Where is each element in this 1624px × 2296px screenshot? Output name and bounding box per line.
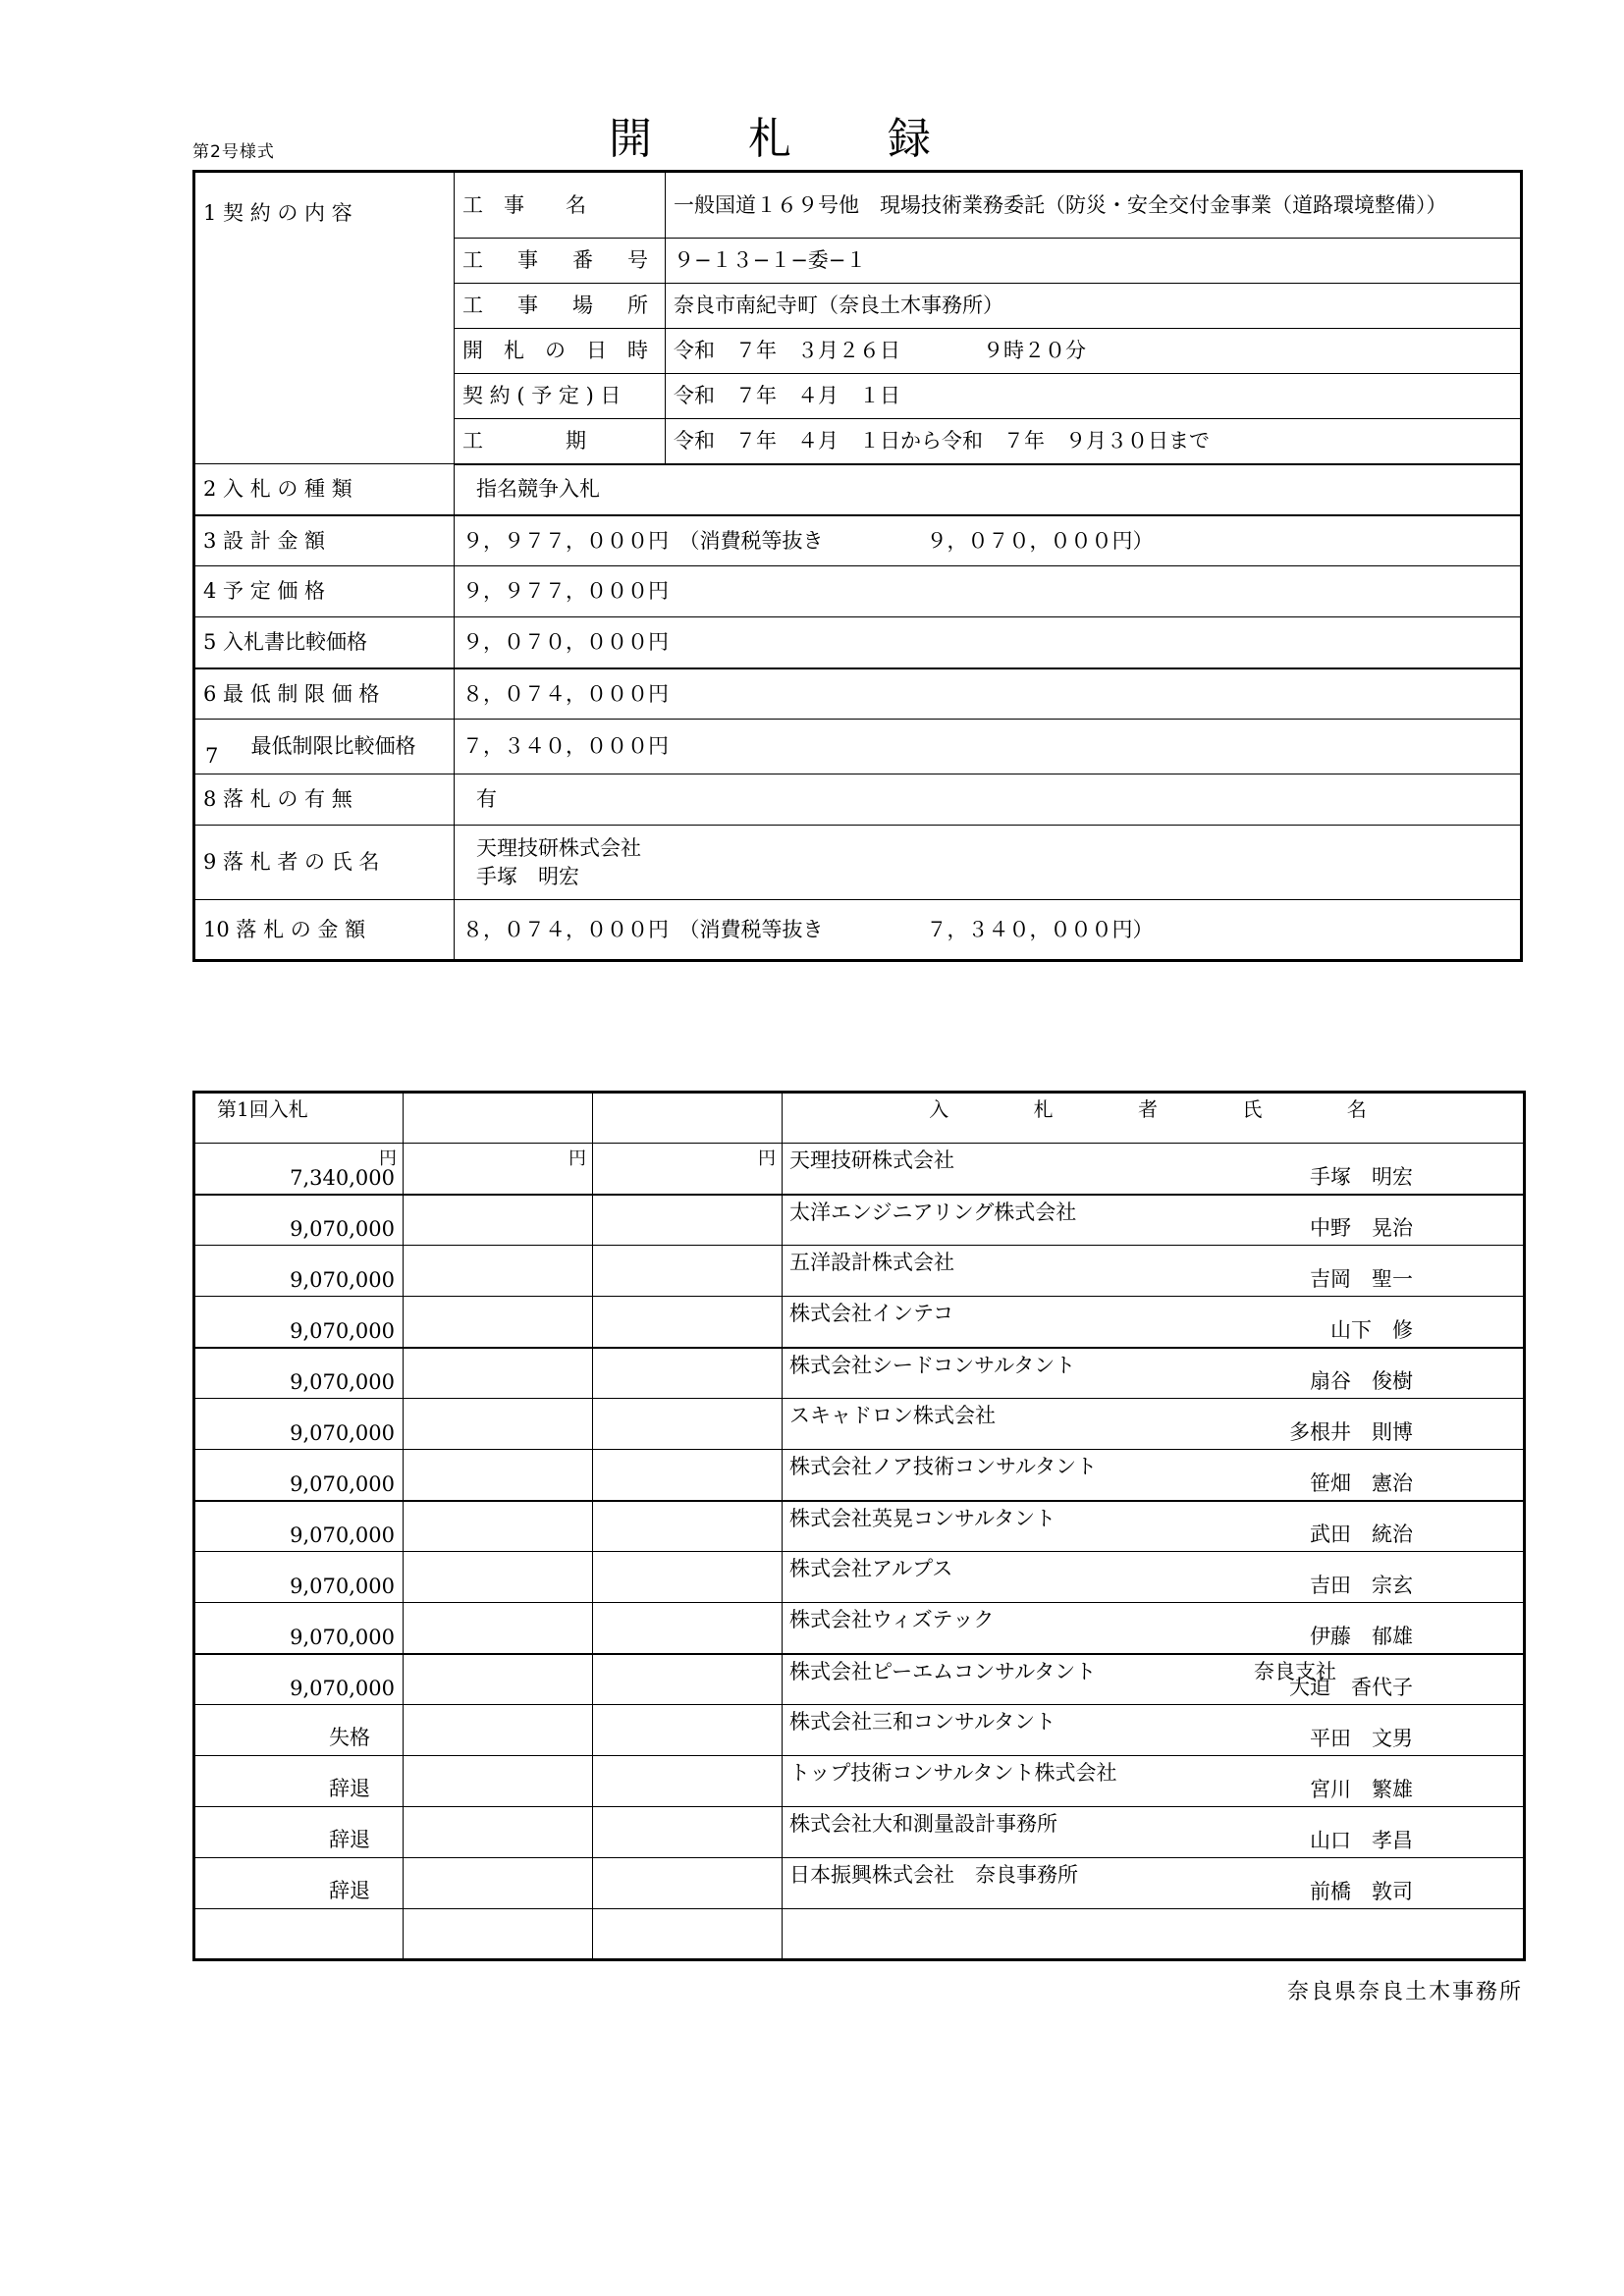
bidder-name-cell	[783, 1195, 1525, 1246]
table-row	[194, 515, 1522, 566]
bidder-person: 伊藤 郁雄	[1310, 1624, 1413, 1648]
row-label-comparison-price: 5 入札書比較価格	[194, 617, 455, 668]
row-label-work-location: 工 事 場 所	[455, 284, 666, 329]
bidder-person: 扇谷 俊樹	[1310, 1369, 1413, 1393]
bidder-name-cell	[783, 1501, 1525, 1552]
row-label-planned-price: 4 予 定 価 格	[194, 566, 455, 617]
bid-amount-value: 9,070,000	[290, 1625, 395, 1649]
bid-status: 辞退	[329, 1879, 370, 1902]
row-label-minimum-comparison-price-number: 7	[205, 744, 219, 768]
bidders-table	[192, 1091, 1526, 1961]
bidder-person: 大迫 香代子	[1289, 1676, 1413, 1699]
bid-amount-round3	[593, 1654, 783, 1705]
footer-office-name: 奈良県奈良土木事務所	[1286, 1980, 1523, 2004]
row-value-minimum-comparison-price: ７，３４０，０００円	[455, 720, 1522, 774]
table-row	[194, 1144, 1525, 1195]
table-row	[194, 1858, 1525, 1909]
bid-amount-round2	[404, 1909, 593, 1960]
bidder-branch: 奈良支社	[1254, 1659, 1336, 1683]
bidder-name-cell	[783, 1654, 1525, 1705]
row-value-minimum-price: ８，０７４，０００円	[455, 668, 1522, 720]
bidders-table-header-row	[194, 1093, 1525, 1144]
table-row	[194, 566, 1522, 617]
bid-amount-round3	[593, 1807, 783, 1858]
bid-status: 失格	[329, 1726, 370, 1749]
bid-amount-round1	[194, 1501, 404, 1552]
table-row	[194, 1552, 1525, 1603]
row-value-planned-price: ９，９７７，０００円	[455, 566, 1522, 617]
bid-amount-round3	[593, 1501, 783, 1552]
bidder-company: 五洋設計株式会社	[789, 1251, 954, 1274]
row-label-minimum-price: 6 最 低 制 限 価 格	[194, 668, 455, 720]
bid-amount-round3	[593, 1195, 783, 1246]
row-label-work-period: 工 期	[455, 419, 666, 464]
table-row	[194, 617, 1522, 668]
bidder-company: 太洋エンジニアリング株式会社	[789, 1200, 1077, 1224]
row-label-minimum-comparison-price-text: 最低制限比較価格	[250, 734, 416, 759]
bidder-person: 中野 晃治	[1310, 1216, 1413, 1240]
bid-amount-round1	[194, 1705, 404, 1756]
bid-amount-round1	[194, 1552, 404, 1603]
bid-amount-round1	[194, 1348, 404, 1399]
bidder-person: 山下 修	[1330, 1317, 1413, 1342]
bid-amount-round3	[593, 1705, 783, 1756]
bidder-person: 吉田 宗玄	[1310, 1574, 1413, 1597]
bid-amount-round2	[404, 1807, 593, 1858]
winner-person: 手塚 明宏	[476, 864, 579, 888]
table-row	[194, 464, 1522, 515]
bidder-company: 株式会社アルプス	[789, 1557, 953, 1580]
bidder-name-cell	[783, 1399, 1525, 1450]
bidder-name-cell	[783, 1909, 1525, 1960]
bidder-person: 手塚 明宏	[1310, 1164, 1413, 1189]
bidder-company: 天理技研株式会社	[789, 1148, 954, 1172]
bidder-person: 武田 統治	[1310, 1522, 1413, 1546]
bidder-person: 吉岡 聖一	[1310, 1267, 1413, 1291]
bidder-name-cell	[783, 1552, 1525, 1603]
bid-amount-round3	[593, 1399, 783, 1450]
bidder-name-cell	[783, 1297, 1525, 1348]
bidder-name-cell	[783, 1144, 1525, 1195]
bidder-company: トップ技術コンサルタント株式会社	[789, 1761, 1117, 1785]
bid-amount-value: 9,070,000	[290, 1318, 395, 1343]
bid-amount-round3	[593, 1246, 783, 1297]
bidder-company: 株式会社大和測量設計事務所	[789, 1812, 1057, 1836]
bid-amount-round2	[404, 1450, 593, 1501]
row-label-open-datetime: 開 札 の 日 時	[455, 329, 666, 374]
bidder-name-cell	[783, 1246, 1525, 1297]
bid-amount-value: 9,070,000	[290, 1471, 395, 1496]
bid-status: 辞退	[329, 1777, 370, 1800]
row-value-contract-date: 令和 ７年 ４月 １日	[666, 374, 1522, 419]
table-row	[194, 1909, 1525, 1960]
bid-amount-round3	[593, 1144, 783, 1195]
row-value-work-number: ９−１３−１−委−１	[666, 239, 1522, 284]
bid-amount-round1	[194, 1603, 404, 1654]
bid-amount-round2	[404, 1348, 593, 1399]
bidder-name-cell	[783, 1807, 1525, 1858]
bidder-person: 平田 文男	[1310, 1727, 1413, 1750]
bid-amount-value: 9,070,000	[290, 1217, 395, 1241]
row-value-winner-name	[455, 826, 1522, 900]
bid-amount-round2	[404, 1195, 593, 1246]
row-label-work-name: 工 事 名	[455, 172, 666, 239]
row-value-bid-type: 指名競争入札	[455, 464, 1522, 515]
row-value-open-datetime: 令和 ７年 ３月２６日 ９時２０分	[666, 329, 1522, 374]
table-row	[194, 1807, 1525, 1858]
table-row	[194, 1297, 1525, 1348]
bidder-company: 株式会社シードコンサルタント	[789, 1353, 1076, 1377]
bid-amount-round2	[404, 1552, 593, 1603]
bid-amount-round2	[404, 1501, 593, 1552]
winner-company: 天理技研株式会社	[476, 836, 641, 861]
row-label-minimum-comparison-price	[194, 720, 455, 774]
bid-amount-round1	[194, 1450, 404, 1501]
bidder-person: 多根井 則博	[1289, 1420, 1413, 1444]
header-round-3	[593, 1093, 783, 1144]
table-row	[194, 1654, 1525, 1705]
row-value-design-amount: ９，９７７，０００円 （消費税等抜き ９，０７０，０００円）	[455, 515, 1522, 566]
bid-amount-value: 9,070,000	[290, 1421, 395, 1445]
bidder-company: スキャドロン株式会社	[789, 1404, 996, 1427]
bid-amount-round1	[194, 1756, 404, 1807]
header-bidder-name: 入 札 者 氏 名	[783, 1093, 1525, 1144]
bid-amount-value: 9,070,000	[290, 1370, 395, 1394]
row-value-award-exists: 有	[455, 774, 1522, 826]
table-row	[194, 1399, 1525, 1450]
row-value-work-name: 一般国道１６９号他 現場技術業務委託（防災・安全交付金事業（道路環境整備））	[666, 172, 1522, 239]
row-value-work-period: 令和 ７年 ４月 １日から令和 ７年 ９月３０日まで	[666, 419, 1522, 464]
bid-amount-round1	[194, 1807, 404, 1858]
bidder-company: 株式会社三和コンサルタント	[789, 1710, 1056, 1734]
bidder-name-cell	[783, 1348, 1525, 1399]
table-row	[194, 1705, 1525, 1756]
bid-amount-round2	[404, 1246, 593, 1297]
row-value-award-amount: ８，０７４，０００円 （消費税等抜き ７，３４０，０００円）	[455, 900, 1522, 961]
row-label-design-amount: 3 設 計 金 額	[194, 515, 455, 566]
bid-amount-round2	[404, 1297, 593, 1348]
bid-amount-round3	[593, 1552, 783, 1603]
table-row	[194, 774, 1522, 826]
form-number: 第2号様式	[192, 142, 275, 162]
bidder-company: 株式会社インテコ	[789, 1302, 954, 1325]
table-row	[194, 826, 1522, 900]
bid-amount-round1	[194, 1195, 404, 1246]
table-row	[194, 1603, 1525, 1654]
bid-amount-round3	[593, 1858, 783, 1909]
bid-amount-round1	[194, 1909, 404, 1960]
bid-amount-value: 9,070,000	[290, 1575, 395, 1598]
bidder-company: 株式会社ノア技術コンサルタント	[789, 1455, 1098, 1478]
row-label-work-number: 工 事 番 号	[455, 239, 666, 284]
bid-amount-round1	[194, 1654, 404, 1705]
yen-symbol: 円	[568, 1148, 586, 1169]
contract-section-label: 1 契 約 の 内 容	[194, 172, 455, 464]
row-value-comparison-price: ９，０７０，０００円	[455, 617, 1522, 668]
row-label-winner-name: 9 落 札 者 の 氏 名	[194, 826, 455, 900]
bidder-person: 笹畑 憲治	[1310, 1470, 1413, 1495]
row-label-award-amount: 10 落 札 の 金 額	[194, 900, 455, 961]
bid-amount-round1	[194, 1858, 404, 1909]
bid-amount-round1	[194, 1144, 404, 1195]
yen-symbol: 円	[758, 1148, 776, 1169]
table-row	[194, 900, 1522, 961]
bid-amount-value: 9,070,000	[290, 1677, 395, 1700]
table-row	[194, 668, 1522, 720]
row-label-award-exists: 8 落 札 の 有 無	[194, 774, 455, 826]
table-row	[194, 1450, 1525, 1501]
row-label-contract-date: 契 約 ( 予 定 ) 日	[455, 374, 666, 419]
bid-amount-value: 7,340,000	[290, 1165, 395, 1190]
table-row	[194, 1246, 1525, 1297]
bidder-name-cell	[783, 1603, 1525, 1654]
contract-summary-table	[192, 170, 1523, 962]
header-round-2	[404, 1093, 593, 1144]
bid-amount-round2	[404, 1654, 593, 1705]
bidder-person: 山口 孝昌	[1310, 1829, 1413, 1852]
bidder-name-cell	[783, 1858, 1525, 1909]
bid-amount-value: 9,070,000	[290, 1523, 395, 1547]
bidder-company: 株式会社英晃コンサルタント	[789, 1506, 1056, 1530]
bidder-person: 宮川 繁雄	[1310, 1778, 1413, 1801]
table-row	[194, 1195, 1525, 1246]
bid-amount-round1	[194, 1246, 404, 1297]
bid-amount-round2	[404, 1603, 593, 1654]
bidder-name-cell	[783, 1756, 1525, 1807]
header-round-1: 第1回入札	[194, 1093, 404, 1144]
bidder-company: 株式会社ウィズテック	[789, 1608, 995, 1631]
bid-amount-round2	[404, 1705, 593, 1756]
bid-amount-value: 9,070,000	[290, 1268, 395, 1292]
table-row	[194, 172, 1522, 239]
bid-amount-round2	[404, 1756, 593, 1807]
row-value-work-location: 奈良市南紀寺町（奈良土木事務所）	[666, 284, 1522, 329]
bid-amount-round3	[593, 1450, 783, 1501]
page-title: 開 札 録	[609, 114, 972, 164]
table-row	[194, 1756, 1525, 1807]
bid-status: 辞退	[329, 1828, 370, 1851]
yen-symbol: 円	[379, 1148, 397, 1169]
bid-amount-round1	[194, 1297, 404, 1348]
bid-amount-round1	[194, 1399, 404, 1450]
bid-amount-round2	[404, 1144, 593, 1195]
bid-amount-round3	[593, 1297, 783, 1348]
table-row	[194, 720, 1522, 774]
bidder-name-cell	[783, 1705, 1525, 1756]
bid-amount-round3	[593, 1756, 783, 1807]
bid-amount-round3	[593, 1909, 783, 1960]
bid-amount-round2	[404, 1399, 593, 1450]
bidder-company: 日本振興株式会社 奈良事務所	[789, 1863, 1078, 1887]
bidder-person: 前橋 敦司	[1310, 1880, 1413, 1903]
table-row	[194, 1348, 1525, 1399]
bid-amount-round2	[404, 1858, 593, 1909]
table-row	[194, 1501, 1525, 1552]
bid-amount-round3	[593, 1348, 783, 1399]
bidder-name-cell	[783, 1450, 1525, 1501]
bid-amount-round3	[593, 1603, 783, 1654]
bidder-company: 株式会社ピーエムコンサルタント	[789, 1659, 1097, 1683]
row-label-bid-type: 2 入 札 の 種 類	[194, 464, 455, 515]
